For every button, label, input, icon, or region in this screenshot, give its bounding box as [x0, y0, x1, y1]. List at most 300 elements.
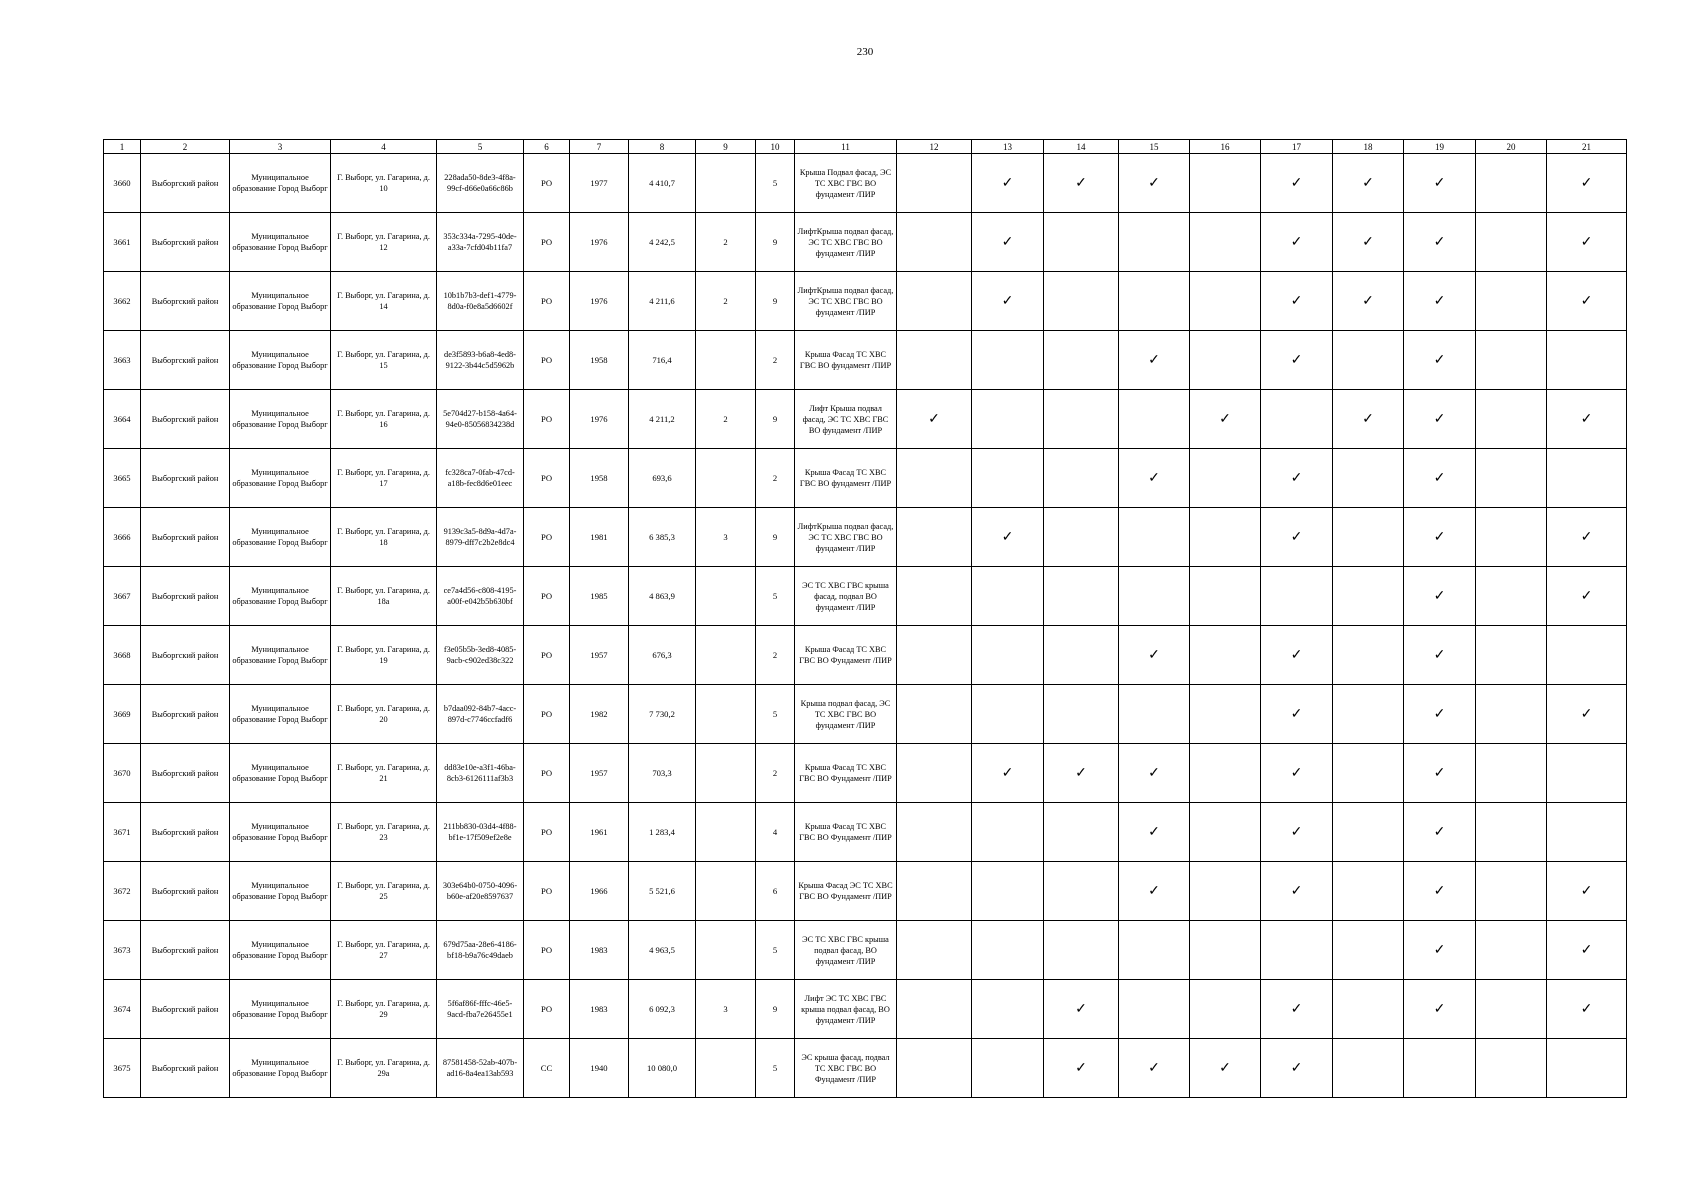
check-cell-col-14 — [1044, 862, 1119, 921]
check-mark-icon: ✓ — [1580, 1001, 1593, 1017]
check-cell-col-18 — [1333, 449, 1404, 508]
check-mark-icon: ✓ — [1290, 352, 1303, 368]
fund-type-cell: РО — [524, 154, 570, 213]
year-built-cell: 1957 — [570, 744, 629, 803]
check-cell-col-12 — [897, 213, 972, 272]
works-list-cell: ЭС ТС ХВС ГВС крыша подвал фасад, ВО фундамент /ПИР — [795, 921, 897, 980]
address-cell: Г. Выборг, ул. Гагарина, д. 18 — [331, 508, 437, 567]
check-mark-icon: ✓ — [1433, 352, 1446, 368]
floors-cell: 5 — [756, 567, 795, 626]
check-cell-col-16 — [1190, 331, 1261, 390]
works-list-cell: Крыша Фасад ТС ХВС ГВС ВО фундамент /ПИР — [795, 331, 897, 390]
row-number-cell: 3675 — [104, 1039, 141, 1098]
district-cell: Выборгский район — [141, 685, 230, 744]
municipality-cell: Муниципальное образование Город Выборг — [230, 508, 331, 567]
fund-type-cell: РО — [524, 685, 570, 744]
check-mark-icon: ✓ — [1001, 175, 1014, 191]
municipality-cell: Муниципальное образование Город Выборг — [230, 921, 331, 980]
address-cell: Г. Выборг, ул. Гагарина, д. 20 — [331, 685, 437, 744]
check-mark-icon: ✓ — [1148, 1060, 1160, 1076]
column-9-cell: 3 — [696, 508, 756, 567]
check-cell-col-19 — [1404, 213, 1476, 272]
house-id-cell: dd83e10e-a3f1-46ba-8cb3-6126111af3b3 — [437, 744, 524, 803]
house-id-cell: 5f6af86f-fffc-46e5-9acd-fba7e26455e1 — [437, 980, 524, 1039]
year-built-cell: 1976 — [570, 213, 629, 272]
table-row — [104, 331, 1627, 390]
works-list-cell: Крыша Фасад ТС ХВС ГВС ВО Фундамент /ПИР — [795, 626, 897, 685]
check-mark-icon: ✓ — [1148, 470, 1160, 486]
house-id-cell: 87581458-52ab-407b-ad16-8a4ea13ab593 — [437, 1039, 524, 1098]
check-cell-col-20 — [1476, 567, 1547, 626]
check-cell-col-17 — [1261, 685, 1333, 744]
column-9-cell: 2 — [696, 272, 756, 331]
check-cell-col-15 — [1119, 626, 1190, 685]
check-cell-col-14 — [1044, 921, 1119, 980]
check-cell-col-13 — [972, 272, 1044, 331]
check-cell-col-14 — [1044, 567, 1119, 626]
municipality-cell: Муниципальное образование Город Выборг — [230, 567, 331, 626]
fund-type-cell: РО — [524, 213, 570, 272]
year-built-cell: 1940 — [570, 1039, 629, 1098]
works-list-cell: Крыша подвал фасад, ЭС ТС ХВС ГВС ВО фундамент /ПИР — [795, 685, 897, 744]
column-9-cell — [696, 1039, 756, 1098]
municipality-cell: Муниципальное образование Город Выборг — [230, 331, 331, 390]
check-mark-icon: ✓ — [1075, 1060, 1087, 1076]
check-cell-col-16 — [1190, 744, 1261, 803]
row-number-cell: 3666 — [104, 508, 141, 567]
check-mark-icon: ✓ — [1001, 765, 1014, 781]
check-mark-icon: ✓ — [1148, 647, 1160, 663]
column-header-10: 10 — [756, 140, 795, 154]
check-cell-col-12 — [897, 154, 972, 213]
check-cell-col-19 — [1404, 921, 1476, 980]
column-9-cell — [696, 862, 756, 921]
check-cell-col-14 — [1044, 508, 1119, 567]
check-cell-col-19 — [1404, 980, 1476, 1039]
check-mark-icon: ✓ — [1433, 470, 1446, 486]
check-cell-col-15 — [1119, 744, 1190, 803]
check-cell-col-13 — [972, 508, 1044, 567]
check-mark-icon: ✓ — [1290, 765, 1303, 781]
district-cell: Выборгский район — [141, 154, 230, 213]
check-cell-col-18 — [1333, 567, 1404, 626]
check-cell-col-17 — [1261, 154, 1333, 213]
floors-cell: 5 — [756, 1039, 795, 1098]
fund-type-cell: РО — [524, 272, 570, 331]
house-id-cell: 211bb830-03d4-4f88-bf1e-17f509ef2e8e — [437, 803, 524, 862]
table-row — [104, 272, 1627, 331]
check-cell-col-19 — [1404, 567, 1476, 626]
check-cell-col-20 — [1476, 213, 1547, 272]
address-cell: Г. Выборг, ул. Гагарина, д. 14 — [331, 272, 437, 331]
works-list-cell: ЛифтКрыша подвал фасад, ЭС ТС ХВС ГВС ВО фундамент /ПИР — [795, 213, 897, 272]
district-cell: Выборгский район — [141, 744, 230, 803]
check-mark-icon: ✓ — [1290, 175, 1303, 191]
fund-type-cell: РО — [524, 331, 570, 390]
check-cell-col-21 — [1547, 567, 1627, 626]
column-9-cell — [696, 154, 756, 213]
check-cell-col-21 — [1547, 685, 1627, 744]
check-cell-col-16 — [1190, 980, 1261, 1039]
table-row — [104, 803, 1627, 862]
year-built-cell: 1977 — [570, 154, 629, 213]
check-cell-col-12 — [897, 803, 972, 862]
row-number-cell: 3668 — [104, 626, 141, 685]
column-header-19: 19 — [1404, 140, 1476, 154]
check-cell-col-17 — [1261, 803, 1333, 862]
municipality-cell: Муниципальное образование Город Выборг — [230, 744, 331, 803]
check-mark-icon: ✓ — [1362, 411, 1374, 427]
floors-cell: 5 — [756, 685, 795, 744]
row-number-cell: 3673 — [104, 921, 141, 980]
check-cell-col-20 — [1476, 685, 1547, 744]
check-cell-col-15 — [1119, 567, 1190, 626]
table-row — [104, 390, 1627, 449]
floors-cell: 9 — [756, 390, 795, 449]
check-cell-col-16 — [1190, 1039, 1261, 1098]
check-cell-col-17 — [1261, 744, 1333, 803]
check-cell-col-16 — [1190, 154, 1261, 213]
house-id-cell: 5e704d27-b158-4a64-94e0-85056834238d — [437, 390, 524, 449]
check-cell-col-21 — [1547, 803, 1627, 862]
check-cell-col-21 — [1547, 508, 1627, 567]
house-id-cell: f3e05b5b-3ed8-4085-9acb-c902ed38c322 — [437, 626, 524, 685]
column-header-18: 18 — [1333, 140, 1404, 154]
column-header-13: 13 — [972, 140, 1044, 154]
house-id-cell: 228ada50-8de3-4f8a-99cf-d66e0a66c86b — [437, 154, 524, 213]
check-cell-col-15 — [1119, 213, 1190, 272]
check-cell-col-17 — [1261, 980, 1333, 1039]
area-cell: 7 730,2 — [629, 685, 696, 744]
check-cell-col-12 — [897, 921, 972, 980]
year-built-cell: 1985 — [570, 567, 629, 626]
check-mark-icon: ✓ — [1433, 883, 1446, 899]
check-mark-icon: ✓ — [1290, 883, 1303, 899]
check-cell-col-12 — [897, 449, 972, 508]
check-cell-col-16 — [1190, 567, 1261, 626]
table-row — [104, 567, 1627, 626]
check-cell-col-21 — [1547, 331, 1627, 390]
district-cell: Выборгский район — [141, 921, 230, 980]
column-header-14: 14 — [1044, 140, 1119, 154]
page-number: 230 — [856, 46, 874, 58]
check-cell-col-21 — [1547, 921, 1627, 980]
check-cell-col-15 — [1119, 272, 1190, 331]
check-cell-col-14 — [1044, 213, 1119, 272]
check-cell-col-20 — [1476, 862, 1547, 921]
column-header-7: 7 — [570, 140, 629, 154]
check-cell-col-21 — [1547, 272, 1627, 331]
check-cell-col-12 — [897, 626, 972, 685]
column-header-15: 15 — [1119, 140, 1190, 154]
address-cell: Г. Выборг, ул. Гагарина, д. 18а — [331, 567, 437, 626]
check-cell-col-16 — [1190, 921, 1261, 980]
column-header-6: 6 — [524, 140, 570, 154]
check-cell-col-14 — [1044, 980, 1119, 1039]
column-9-cell: 2 — [696, 390, 756, 449]
check-cell-col-12 — [897, 980, 972, 1039]
check-cell-col-17 — [1261, 390, 1333, 449]
check-cell-col-12 — [897, 685, 972, 744]
check-mark-icon: ✓ — [1433, 529, 1446, 545]
check-cell-col-15 — [1119, 508, 1190, 567]
district-cell: Выборгский район — [141, 213, 230, 272]
row-number-cell: 3667 — [104, 567, 141, 626]
floors-cell: 2 — [756, 331, 795, 390]
table-row — [104, 508, 1627, 567]
check-cell-col-20 — [1476, 331, 1547, 390]
check-mark-icon: ✓ — [1219, 411, 1231, 427]
check-cell-col-13 — [972, 567, 1044, 626]
area-cell: 1 283,4 — [629, 803, 696, 862]
row-number-cell: 3661 — [104, 213, 141, 272]
check-cell-col-17 — [1261, 1039, 1333, 1098]
floors-cell: 9 — [756, 272, 795, 331]
district-cell: Выборгский район — [141, 626, 230, 685]
works-list-cell: ЛифтКрыша подвал фасад, ЭС ТС ХВС ГВС ВО фундамент /ПИР — [795, 272, 897, 331]
house-id-cell: 9139c3a5-8d9a-4d7a-8979-dff7c2b2e8dc4 — [437, 508, 524, 567]
check-cell-col-20 — [1476, 744, 1547, 803]
check-cell-col-13 — [972, 154, 1044, 213]
check-mark-icon: ✓ — [1290, 647, 1303, 663]
row-number-cell: 3662 — [104, 272, 141, 331]
check-mark-icon: ✓ — [1433, 765, 1446, 781]
check-mark-icon: ✓ — [1290, 470, 1303, 486]
check-cell-col-19 — [1404, 449, 1476, 508]
district-cell: Выборгский район — [141, 508, 230, 567]
check-cell-col-18 — [1333, 508, 1404, 567]
column-9-cell — [696, 626, 756, 685]
floors-cell: 5 — [756, 921, 795, 980]
fund-type-cell: РО — [524, 449, 570, 508]
check-mark-icon: ✓ — [1580, 234, 1593, 250]
area-cell: 4 211,2 — [629, 390, 696, 449]
check-mark-icon: ✓ — [1433, 706, 1446, 722]
municipality-cell: Муниципальное образование Город Выборг — [230, 803, 331, 862]
check-cell-col-12 — [897, 390, 972, 449]
check-cell-col-16 — [1190, 626, 1261, 685]
check-mark-icon: ✓ — [1290, 706, 1303, 722]
check-cell-col-21 — [1547, 626, 1627, 685]
municipality-cell: Муниципальное образование Город Выборг — [230, 154, 331, 213]
table-row — [104, 744, 1627, 803]
column-header-5: 5 — [437, 140, 524, 154]
year-built-cell: 1961 — [570, 803, 629, 862]
check-cell-col-16 — [1190, 213, 1261, 272]
column-header-1: 1 — [104, 140, 141, 154]
check-cell-col-18 — [1333, 390, 1404, 449]
check-mark-icon: ✓ — [1580, 529, 1593, 545]
area-cell: 676,3 — [629, 626, 696, 685]
address-cell: Г. Выборг, ул. Гагарина, д. 19 — [331, 626, 437, 685]
area-cell: 4 963,5 — [629, 921, 696, 980]
check-cell-col-18 — [1333, 626, 1404, 685]
check-cell-col-15 — [1119, 449, 1190, 508]
house-id-cell: ce7a4d56-c808-4195-a00f-e042b5b630bf — [437, 567, 524, 626]
municipality-cell: Муниципальное образование Город Выборг — [230, 213, 331, 272]
year-built-cell: 1976 — [570, 390, 629, 449]
table-row — [104, 154, 1627, 213]
row-number-cell: 3660 — [104, 154, 141, 213]
house-id-cell: 353c334a-7295-40de-a33a-7cfd04b11fa7 — [437, 213, 524, 272]
column-header-9: 9 — [696, 140, 756, 154]
fund-type-cell: РО — [524, 862, 570, 921]
check-cell-col-13 — [972, 862, 1044, 921]
check-mark-icon: ✓ — [1148, 765, 1160, 781]
area-cell: 4 863,9 — [629, 567, 696, 626]
check-cell-col-20 — [1476, 154, 1547, 213]
check-mark-icon: ✓ — [1433, 293, 1446, 309]
row-number-cell: 3670 — [104, 744, 141, 803]
floors-cell: 9 — [756, 213, 795, 272]
row-number-cell: 3664 — [104, 390, 141, 449]
check-cell-col-16 — [1190, 449, 1261, 508]
address-cell: Г. Выборг, ул. Гагарина, д. 17 — [331, 449, 437, 508]
check-cell-col-19 — [1404, 390, 1476, 449]
check-cell-col-20 — [1476, 508, 1547, 567]
check-cell-col-20 — [1476, 921, 1547, 980]
check-mark-icon: ✓ — [928, 411, 940, 427]
check-cell-col-13 — [972, 213, 1044, 272]
check-cell-col-15 — [1119, 803, 1190, 862]
check-mark-icon: ✓ — [1001, 293, 1014, 309]
address-cell: Г. Выборг, ул. Гагарина, д. 12 — [331, 213, 437, 272]
check-cell-col-12 — [897, 744, 972, 803]
check-mark-icon: ✓ — [1580, 588, 1593, 604]
area-cell: 716,4 — [629, 331, 696, 390]
table-body — [104, 154, 1627, 1098]
check-mark-icon: ✓ — [1362, 234, 1374, 250]
check-cell-col-21 — [1547, 390, 1627, 449]
area-cell: 703,3 — [629, 744, 696, 803]
check-cell-col-18 — [1333, 862, 1404, 921]
works-list-cell: ЛифтКрыша подвал фасад, ЭС ТС ХВС ГВС ВО фундамент /ПИР — [795, 508, 897, 567]
column-9-cell — [696, 803, 756, 862]
works-list-cell: ЭС ТС ХВС ГВС крыша фасад, подвал ВО фундамент /ПИР — [795, 567, 897, 626]
fund-type-cell: РО — [524, 508, 570, 567]
column-header-4: 4 — [331, 140, 437, 154]
check-cell-col-21 — [1547, 154, 1627, 213]
address-cell: Г. Выборг, ул. Гагарина, д. 10 — [331, 154, 437, 213]
house-id-cell: 303e64b0-0750-4096-b60e-af20e8597637 — [437, 862, 524, 921]
area-cell: 693,6 — [629, 449, 696, 508]
column-header-12: 12 — [897, 140, 972, 154]
fund-type-cell: РО — [524, 390, 570, 449]
check-cell-col-15 — [1119, 154, 1190, 213]
row-number-cell: 3674 — [104, 980, 141, 1039]
works-list-cell: Лифт ЭС ТС ХВС ГВС крыша подвал фасад, ВО фундамент /ПИР — [795, 980, 897, 1039]
check-mark-icon: ✓ — [1580, 411, 1593, 427]
check-cell-col-14 — [1044, 390, 1119, 449]
row-number-cell: 3663 — [104, 331, 141, 390]
address-cell: Г. Выборг, ул. Гагарина, д. 15 — [331, 331, 437, 390]
district-cell: Выборгский район — [141, 862, 230, 921]
check-cell-col-18 — [1333, 1039, 1404, 1098]
district-cell: Выборгский район — [141, 567, 230, 626]
column-header-11: 11 — [795, 140, 897, 154]
fund-type-cell: РО — [524, 803, 570, 862]
table-row — [104, 626, 1627, 685]
column-header-2: 2 — [141, 140, 230, 154]
check-cell-col-19 — [1404, 744, 1476, 803]
check-cell-col-19 — [1404, 862, 1476, 921]
check-mark-icon: ✓ — [1580, 942, 1593, 958]
district-cell: Выборгский район — [141, 980, 230, 1039]
check-mark-icon: ✓ — [1148, 175, 1160, 191]
check-cell-col-12 — [897, 508, 972, 567]
area-cell: 10 080,0 — [629, 1039, 696, 1098]
check-cell-col-15 — [1119, 921, 1190, 980]
area-cell: 6 092,3 — [629, 980, 696, 1039]
check-cell-col-19 — [1404, 272, 1476, 331]
address-cell: Г. Выборг, ул. Гагарина, д. 23 — [331, 803, 437, 862]
check-cell-col-12 — [897, 272, 972, 331]
floors-cell: 6 — [756, 862, 795, 921]
check-mark-icon: ✓ — [1290, 234, 1303, 250]
column-header-3: 3 — [230, 140, 331, 154]
check-cell-col-14 — [1044, 626, 1119, 685]
check-cell-col-14 — [1044, 331, 1119, 390]
column-9-cell — [696, 331, 756, 390]
area-cell: 4 211,6 — [629, 272, 696, 331]
address-cell: Г. Выборг, ул. Гагарина, д. 29 — [331, 980, 437, 1039]
check-cell-col-15 — [1119, 862, 1190, 921]
check-cell-col-18 — [1333, 213, 1404, 272]
year-built-cell: 1958 — [570, 449, 629, 508]
check-mark-icon: ✓ — [1433, 588, 1446, 604]
table-row — [104, 921, 1627, 980]
check-mark-icon: ✓ — [1290, 824, 1303, 840]
year-built-cell: 1976 — [570, 272, 629, 331]
check-cell-col-19 — [1404, 508, 1476, 567]
district-cell: Выборгский район — [141, 390, 230, 449]
check-cell-col-20 — [1476, 449, 1547, 508]
check-cell-col-14 — [1044, 449, 1119, 508]
year-built-cell: 1983 — [570, 921, 629, 980]
check-cell-col-17 — [1261, 449, 1333, 508]
check-cell-col-18 — [1333, 980, 1404, 1039]
works-list-cell: ЭС крыша фасад, подвал ТС ХВС ГВС ВО Фундамент /ПИР — [795, 1039, 897, 1098]
check-cell-col-18 — [1333, 685, 1404, 744]
district-cell: Выборгский район — [141, 331, 230, 390]
house-id-cell: fc328ca7-0fab-47cd-a18b-fec8d6e01eec — [437, 449, 524, 508]
check-mark-icon: ✓ — [1148, 352, 1160, 368]
district-cell: Выборгский район — [141, 272, 230, 331]
check-cell-col-14 — [1044, 154, 1119, 213]
address-cell: Г. Выборг, ул. Гагарина, д. 21 — [331, 744, 437, 803]
municipality-cell: Муниципальное образование Город Выборг — [230, 272, 331, 331]
column-9-cell — [696, 449, 756, 508]
fund-type-cell: РО — [524, 567, 570, 626]
check-cell-col-13 — [972, 1039, 1044, 1098]
check-cell-col-20 — [1476, 626, 1547, 685]
check-cell-col-13 — [972, 803, 1044, 862]
check-cell-col-18 — [1333, 921, 1404, 980]
floors-cell: 9 — [756, 508, 795, 567]
check-cell-col-14 — [1044, 685, 1119, 744]
check-cell-col-21 — [1547, 449, 1627, 508]
works-list-cell: Крыша Фасад ТС ХВС ГВС ВО Фундамент /ПИР — [795, 803, 897, 862]
check-mark-icon: ✓ — [1075, 765, 1087, 781]
floors-cell: 2 — [756, 449, 795, 508]
year-built-cell: 1983 — [570, 980, 629, 1039]
check-mark-icon: ✓ — [1433, 647, 1446, 663]
check-mark-icon: ✓ — [1433, 1001, 1446, 1017]
check-cell-col-17 — [1261, 921, 1333, 980]
check-cell-col-13 — [972, 980, 1044, 1039]
fund-type-cell: РО — [524, 980, 570, 1039]
column-9-cell — [696, 567, 756, 626]
